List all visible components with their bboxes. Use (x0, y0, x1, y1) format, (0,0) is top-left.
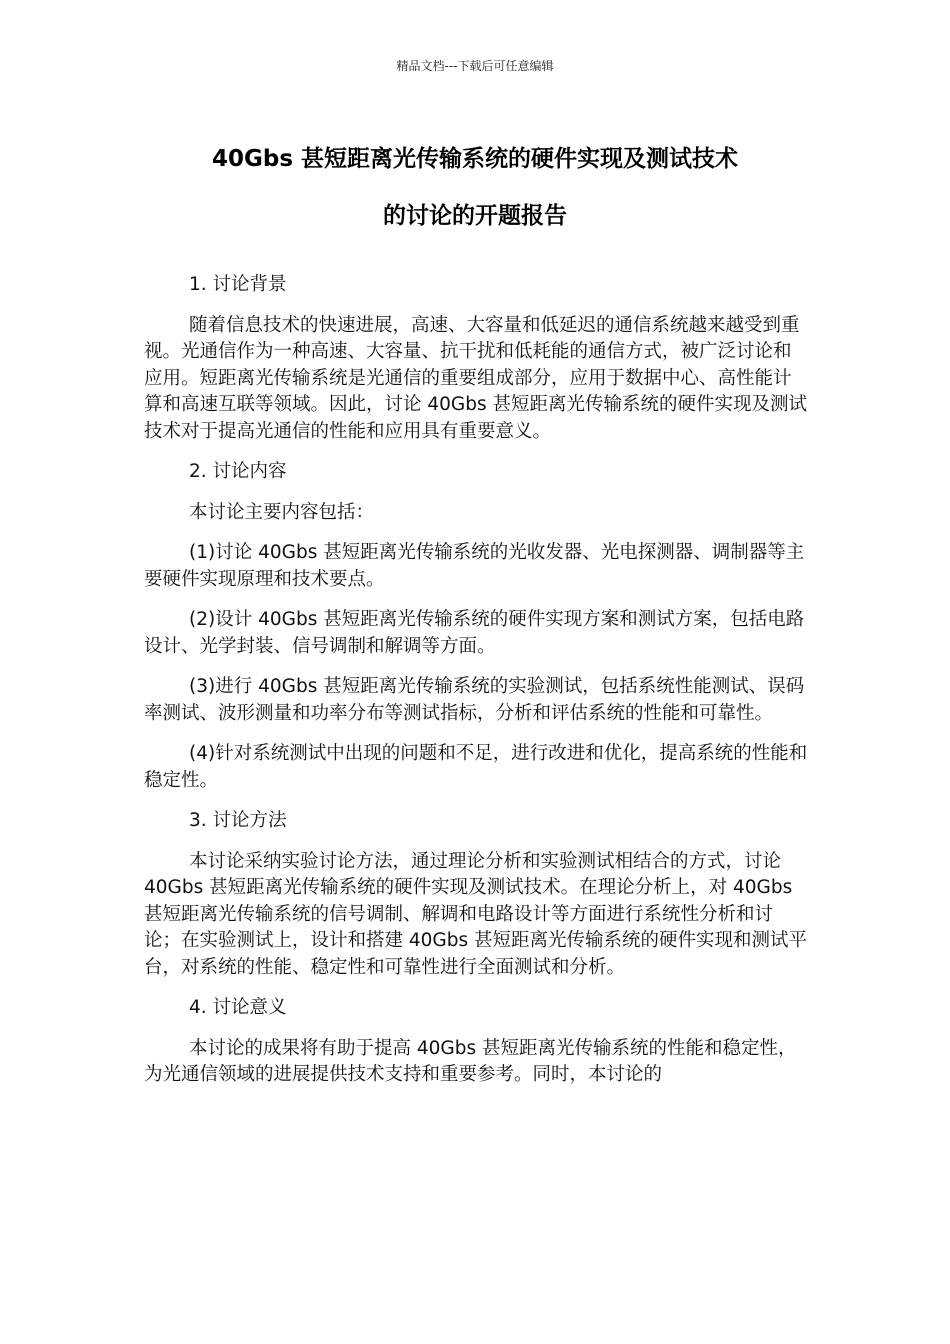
document-title-line-1: 40Gbs 甚短距离光传输系统的硬件实现及测试技术 (211, 146, 739, 172)
section-heading-significance: 4. 讨论意义 (189, 997, 287, 1018)
paragraph-content-item-1: (1)讨论 40Gbs 甚短距离光传输系统的光收发器、光电探测器、调制器等主要硬件实现原理和技术要点。 (144, 542, 805, 590)
paragraph-content-item-4: (4)针对系统测试中出现的问题和不足，进行改进和优化，提高系统的性能和稳定性。 (144, 743, 808, 791)
paragraph-background: 随着信息技术的快速进展，高速、大容量和低延迟的通信系统越来越受到重视。光通信作为一种高速、大容量、抗干扰和低耗能的通信方式，被广泛讨论和应用。短距离光传输系统是光通信的重要组成部分，应用于数据中心、高性能计算和高速互联等领域。因此，讨论 40Gbs 甚短距离光传输系统的硬件实现及测试技术对于提高光通信的性能和应用具有重要意义。 (144, 314, 808, 442)
section-heading-content: 2. 讨论内容 (189, 461, 287, 482)
section-heading-background: 1. 讨论背景 (189, 274, 287, 295)
paragraph-method: 本讨论采纳实验讨论方法，通过理论分析和实验测试相结合的方式，讨论 40Gbs 甚短距离光传输系统的硬件实现及测试技术。在理论分析上，对 40Gbs 甚短距离光传输系统的信号调制、解调和电路设计等方面进行系统性分析和讨论；在实验测试上，设计和搭建 40Gbs 甚短距离光传输系统的硬件实现和测试平台，对系统的性能、稳定性和可靠性进行全面测试和分析。 (144, 850, 808, 978)
document-body (144, 272, 808, 1103)
paragraph-content-item-2: (2)设计 40Gbs 甚短距离光传输系统的硬件实现方案和测试方案，包括电路设计、光学封装、信号调制和解调等方面。 (144, 609, 805, 657)
section-heading-method: 3. 讨论方法 (189, 810, 287, 831)
paragraph-content-item-3: (3)进行 40Gbs 甚短距离光传输系统的实验测试，包括系统性能测试、误码率测试、波形测量和功率分布等测试指标，分析和评估系统的性能和可靠性。 (144, 676, 805, 724)
paragraph-content-intro: 本讨论主要内容包括： (189, 501, 375, 523)
document-title-line-2: 的讨论的开题报告 (383, 203, 567, 229)
paragraph-significance: 本讨论的成果将有助于提高 40Gbs 甚短距离光传输系统的性能和稳定性，为光通信领域的进展提供技术支持和重要参考。同时，本讨论的 (144, 1037, 797, 1085)
page-header-note: 精品文档---下载后可任意编辑 (396, 59, 554, 73)
